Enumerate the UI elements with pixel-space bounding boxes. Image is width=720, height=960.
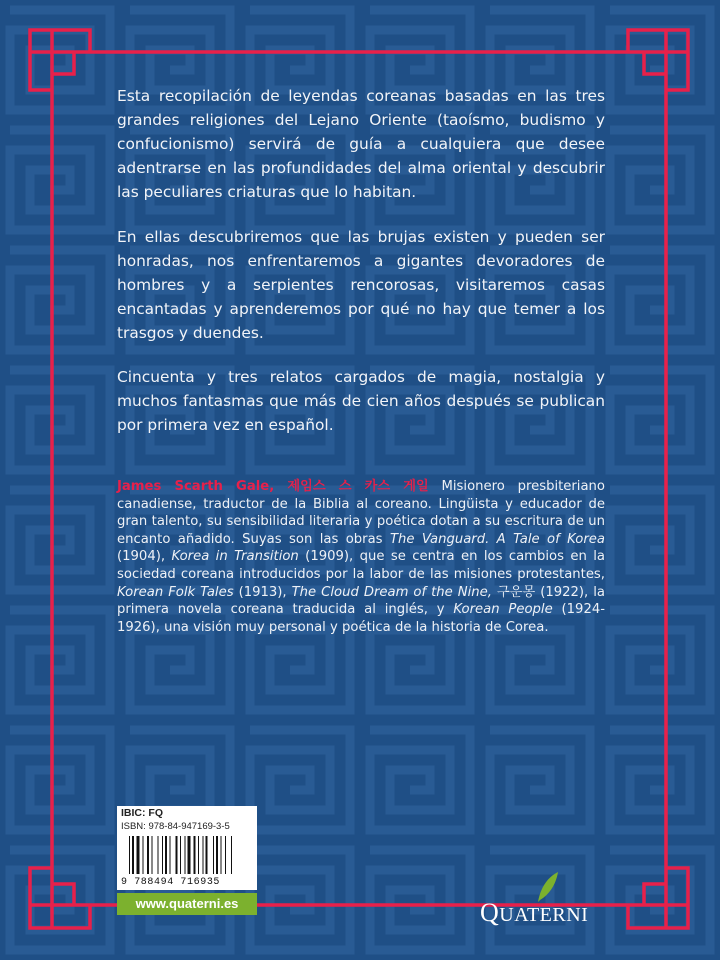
ibic-code: IBIC: FQ bbox=[121, 807, 163, 819]
publisher-name bbox=[480, 898, 588, 928]
bio-text-4: (1913), bbox=[233, 584, 292, 600]
bio-text-2: (1904), bbox=[117, 549, 172, 565]
publisher-logo bbox=[474, 870, 604, 930]
work-title-korean-people: Korean People bbox=[453, 602, 553, 618]
barcode-label bbox=[117, 806, 257, 890]
bio-text-6: (1924-1926), una visión muy personal y poética de la historia de Corea. bbox=[117, 602, 605, 635]
work-title-cloud-dream: The Cloud Dream of the Nine, bbox=[291, 584, 492, 600]
website-badge: www.quaterni.es bbox=[117, 893, 257, 915]
description-paragraph-3: Cincuenta y tres relatos cargados de magia, nostalgia y muchos fantasmas que más de cien años después se publican por primera vez en español. bbox=[117, 368, 605, 434]
bio-text-5: 구운몽 (1922), la primera novela coreana traducida al inglés, y bbox=[117, 584, 605, 618]
work-title-vanguard: The Vanguard. A Tale of Korea bbox=[389, 531, 605, 547]
description-paragraph-2: En ellas descubriremos que las brujas existen y pueden ser honradas, nos enfrentaremos a gigantes devoradores de hombres y a serpientes rencorosas, visitaremos casas encantadas y aprenderemos por qué no hay que temer a los trasgos y duendes. bbox=[117, 228, 605, 342]
description-paragraph-1: Esta recopilación de leyendas coreanas basadas en las tres grandes religiones del Lejano Oriente (taoísmo, budismo y confucionismo) servirá de guía a cualquiera que desee adentrarse en las profundidades del alma oriental y descubrir las peculiares criaturas que lo habitan. bbox=[117, 87, 605, 201]
bio-text-3: (1909), que se centra en los cambios en la sociedad coreana introducidos por la labor de las misiones protestantes, bbox=[117, 549, 605, 582]
barcode-bars bbox=[129, 836, 253, 874]
author-biography bbox=[117, 478, 605, 636]
publisher-initial: Q bbox=[480, 898, 500, 927]
work-title-korea-in-transition: Korea in Transition bbox=[171, 549, 299, 565]
isbn-code: ISBN: 978-84-947169-3-5 bbox=[121, 821, 230, 832]
barcode-number: 9 788494 716935 bbox=[121, 877, 221, 888]
author-name: James Scarth Gale, 제임스 스 카스 게일 bbox=[117, 479, 429, 494]
work-title-korean-folk-tales: Korean Folk Tales bbox=[117, 584, 234, 600]
publisher-rest: UATERNI bbox=[499, 904, 589, 926]
bio-text-1: Misionero presbiteriano canadiense, traductor de la Biblia al coreano. Lingüista y educador de gran talento, su sensibilidad literaria y poética dotan a su escritura de un encanto añadido. Suyas son las obras bbox=[117, 479, 605, 547]
